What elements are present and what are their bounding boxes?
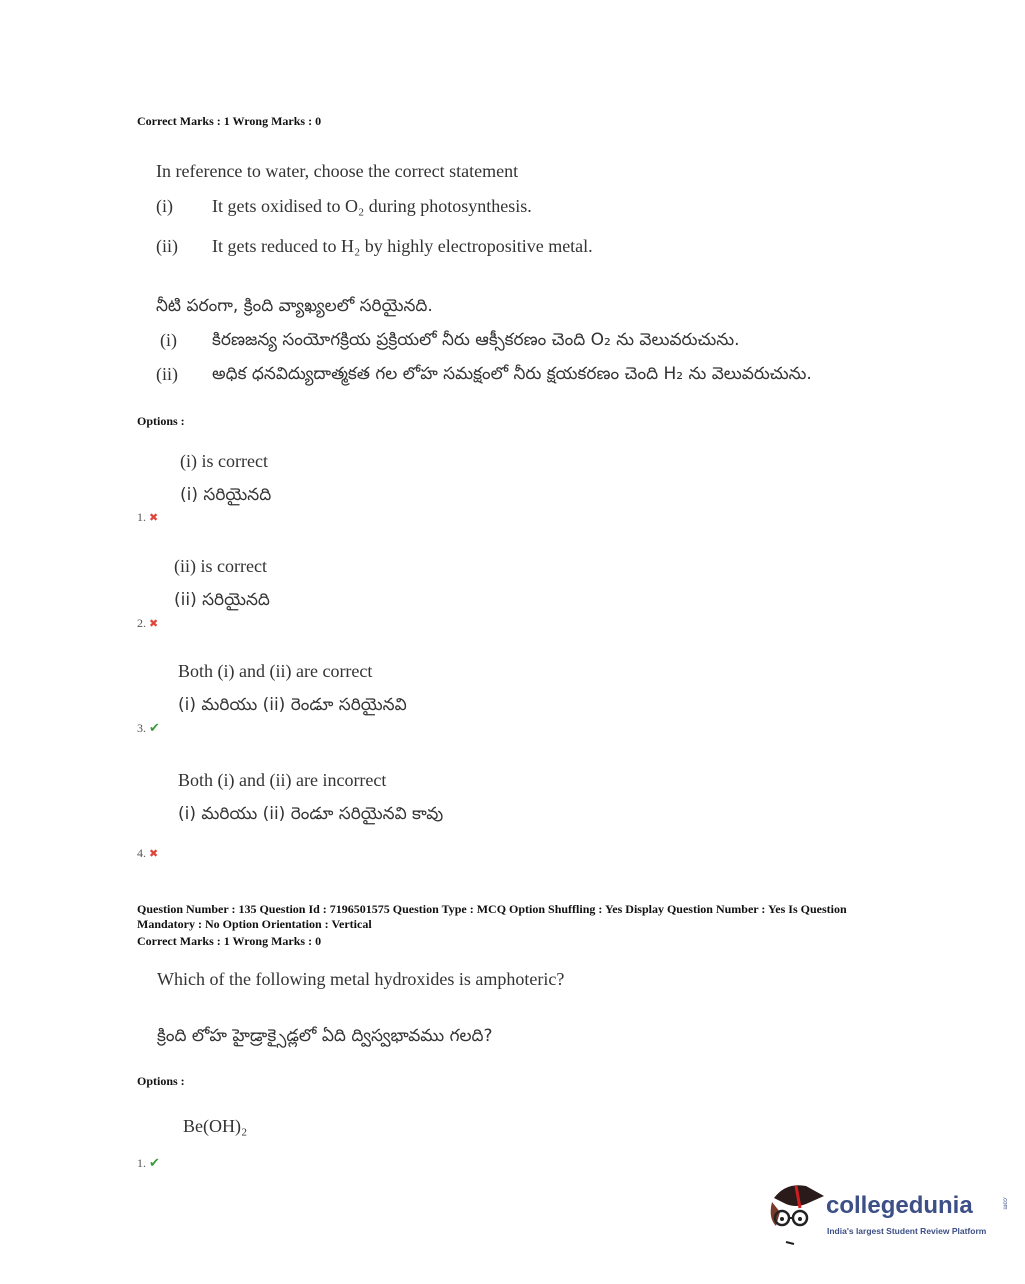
question-text-en: In reference to water, choose the correct statement — [156, 161, 519, 181]
cross-icon: ✖ — [149, 848, 159, 860]
option-number — [137, 720, 160, 736]
logo-tagline: India's largest Student Review Platform — [827, 1226, 987, 1236]
options-label: Options : — [137, 414, 185, 428]
option-text-te: (i) సరియైనది — [180, 485, 272, 505]
option-num: 1. — [137, 1156, 146, 1170]
statement-text-te: అధిక ధనవిద్యుదాత్మకత గల లోహ సమక్షంలో నీరు క్షయకరణం చెంది H₂ ను వెలువరుచును. — [212, 364, 812, 384]
logo-name: collegedunia — [826, 1192, 973, 1219]
statement-text: It gets oxidised to O₂ during photosynthesis. — [212, 196, 532, 216]
options-label: Options : — [137, 1074, 185, 1088]
marks-info: Correct Marks : 1 Wrong Marks : 0 — [137, 114, 322, 128]
collegedunia-logo — [766, 1178, 1016, 1248]
option-number — [137, 1155, 160, 1171]
option-number — [137, 616, 158, 631]
statement-num: (ii) — [156, 236, 178, 256]
question-meta-line1: Question Number : 135 Question Id : 7196501575 Question Type : MCQ Option Shuffling : Yes Display Question Number : Yes Is Question — [137, 902, 847, 916]
check-icon: ✔ — [149, 720, 160, 735]
option-number — [137, 846, 158, 861]
check-icon: ✔ — [149, 1155, 160, 1170]
question-text-te: నీటి పరంగా, క్రింది వ్యాఖ్యలలో సరియైనది. — [156, 296, 433, 316]
option-text-en: Be(OH)₂ — [183, 1116, 248, 1136]
option-num: 2. — [137, 616, 146, 630]
option-number — [137, 510, 158, 525]
option-num: 3. — [137, 721, 146, 735]
question-text-en: Which of the following metal hydroxides is amphoteric? — [157, 969, 565, 989]
option-text-en: (i) is correct — [180, 451, 268, 471]
statement-num: (i) — [156, 196, 173, 216]
option-text-te: (i) మరియు (ii) రెండూ సరియైనవి కావు — [178, 804, 444, 824]
question-text-te: క్రింది లోహ హైడ్రాక్సైడ్లలో ఏది ద్విస్వభావము గలది? — [157, 1026, 493, 1046]
option-num: 1. — [137, 510, 146, 524]
statement-text: It gets reduced to H₂ by highly electropositive metal. — [212, 236, 593, 256]
option-text-te: (i) మరియు (ii) రెండూ సరియైనవి — [178, 695, 407, 715]
question-meta-line2: Mandatory : No Option Orientation : Vertical — [137, 917, 372, 931]
cross-icon: ✖ — [149, 618, 159, 630]
option-text-en: Both (i) and (ii) are correct — [178, 661, 373, 681]
statement-num: (i) — [160, 330, 177, 350]
option-text-en: (ii) is correct — [174, 556, 267, 576]
option-text-te: (ii) సరియైనది — [174, 590, 270, 610]
option-num: 4. — [137, 846, 146, 860]
logo-suffix: .com — [1001, 1196, 1008, 1210]
marks-info: Correct Marks : 1 Wrong Marks : 0 — [137, 934, 322, 948]
option-text-en: Both (i) and (ii) are incorrect — [178, 770, 387, 790]
statement-text-te: కిరణజన్య సంయోగక్రియ ప్రక్రియలో నీరు ఆక్సీకరణం చెంది O₂ ను వెలువరుచును. — [212, 330, 740, 350]
cross-icon: ✖ — [149, 512, 159, 524]
mascot-icon — [766, 1178, 826, 1248]
statement-num: (ii) — [156, 364, 178, 384]
